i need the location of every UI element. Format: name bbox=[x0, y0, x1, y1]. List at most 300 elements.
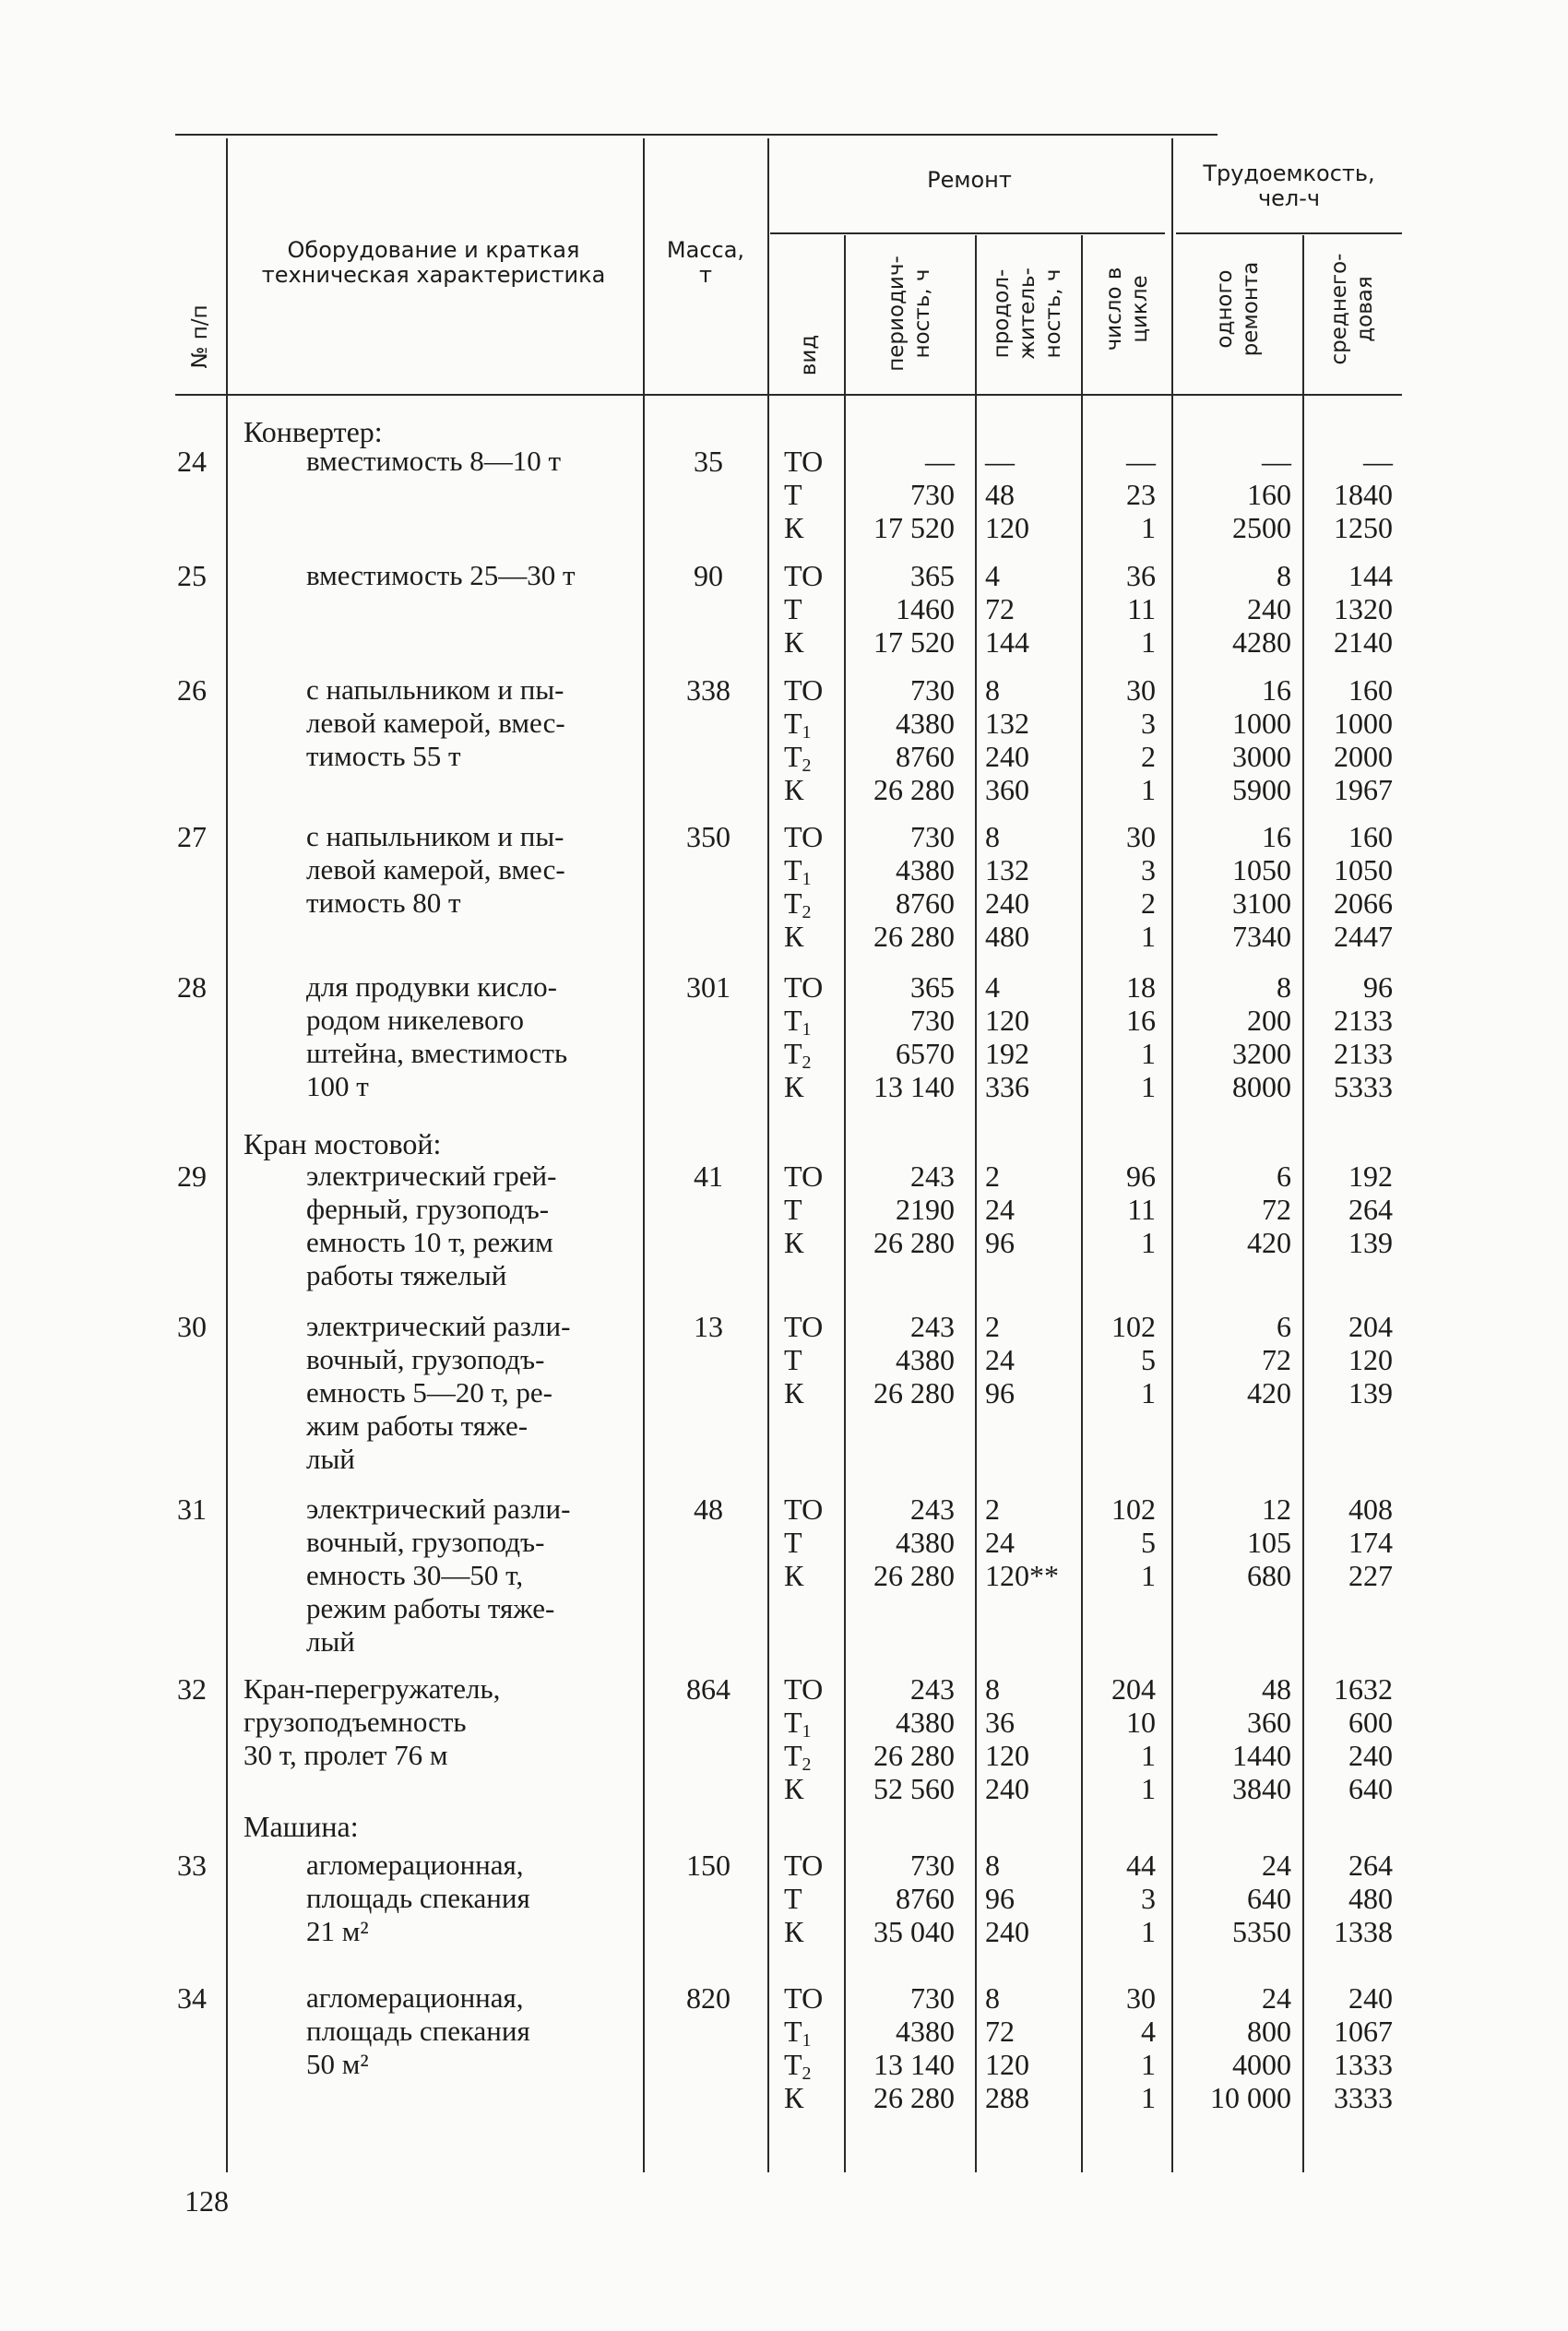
repair-kind-column bbox=[784, 1310, 839, 1409]
duration-value: 240 bbox=[985, 1772, 1029, 1805]
periodicity-value: 730 bbox=[910, 478, 955, 511]
row-mass: 150 bbox=[686, 1849, 731, 1882]
cycle-count-value-column bbox=[1087, 673, 1156, 806]
duration-value: 240 bbox=[985, 1915, 1029, 1948]
duration-value: 8 bbox=[985, 1981, 1000, 2015]
header-subrule-repair bbox=[770, 232, 1165, 234]
periodicity-value: — bbox=[925, 445, 955, 478]
labor-avg-value: 1967 bbox=[1334, 773, 1393, 806]
labor-one-value-column bbox=[1176, 1981, 1291, 2114]
labor-one-value: — bbox=[1262, 445, 1291, 478]
periodicity-value: 13 140 bbox=[873, 1070, 955, 1103]
cycle-count-value: 5 bbox=[1141, 1526, 1156, 1559]
periodicity-value: 17 520 bbox=[873, 511, 955, 544]
cycle-count-value: 1 bbox=[1141, 920, 1156, 953]
cycle-count-value: 3 bbox=[1141, 707, 1156, 740]
periodicity-value: 4380 bbox=[896, 853, 955, 886]
periodicity-value: 6570 bbox=[896, 1037, 955, 1070]
labor-one-value: 24 bbox=[1262, 1981, 1291, 2015]
periodicity-value: 26 280 bbox=[873, 1226, 955, 1259]
row-description: вместимость 25—30 т bbox=[306, 559, 576, 591]
repair-kind: ТО bbox=[784, 1672, 824, 1706]
header-repair: Ремонт bbox=[927, 167, 1012, 193]
section-machine: Машина: bbox=[244, 1810, 359, 1843]
duration-value: 96 bbox=[985, 1376, 1015, 1409]
labor-one-value: 7340 bbox=[1232, 920, 1291, 953]
duration-value: 240 bbox=[985, 886, 1029, 920]
periodicity-value: 26 280 bbox=[873, 920, 955, 953]
labor-one-value-column bbox=[1176, 1672, 1291, 1805]
periodicity-value: 8760 bbox=[896, 886, 955, 920]
periodicity-value: 8760 bbox=[896, 1882, 955, 1915]
labor-avg-value-column bbox=[1296, 559, 1393, 659]
labor-one-value: 420 bbox=[1247, 1376, 1291, 1409]
duration-value-column bbox=[985, 559, 1087, 659]
repair-kind-column bbox=[784, 1160, 839, 1259]
duration-value: 120 bbox=[985, 511, 1029, 544]
duration-value: 8 bbox=[985, 1849, 1000, 1882]
labor-one-value: 5900 bbox=[1232, 773, 1291, 806]
cycle-count-value: 36 bbox=[1126, 559, 1156, 592]
periodicity-value: 730 bbox=[910, 673, 955, 707]
labor-one-value: 640 bbox=[1247, 1882, 1291, 1915]
labor-one-value-column bbox=[1176, 673, 1291, 806]
labor-one-value: 3200 bbox=[1232, 1037, 1291, 1070]
labor-avg-value-column bbox=[1296, 820, 1393, 953]
periodicity-value: 730 bbox=[910, 820, 955, 853]
labor-one-value: 72 bbox=[1262, 1193, 1291, 1226]
repair-kind: К bbox=[784, 1070, 804, 1103]
labor-avg-value: 2140 bbox=[1334, 625, 1393, 659]
scanned-page: № п/п Оборудование и краткая техническая характеристика Масса, т Ремонт Трудоемкость, чел-ч вид периодич- ность, ч продол- житель- ность, ч число в цикле одного ремонта среднего- довая Конвертер: Кран мостовой: Машина: 24 вместимость 8—10 т 35 ТО Т К — 730 17 520 — 48 120 — 23 1 — 160 2500 — 1840 1250 25 вместимость 25—30 т 90 ТО Т К 365 1460 17 520 4 72 144 36 11 1 8 240 4280 144 1320 2140 26 с напыльником и пы- левой камерой, вмес- тимость 55 т 338 ТО $Т_1$ $Т_2$ К 730 4380 8760 26 280 8 132 240 360 30 3 2 1 16 1000 3000 5900 160 1000 2000 1967 27 с напыльником и пы- левой камерой, вмес- тимость 80 т 350 ТО $Т_1$ $Т_2$ К 730 4380 8760 26 280 8 132 240 480 30 3 2 1 16 1050 3100 7340 160 1050 2066 2447 28 для продувки кисло- родом никелевого штейна, вместимость 100 т 301 ТО $Т_1$ $Т_2$ К 365 730 6570 13 140 4 120 192 336 18 16 1 1 8 200 3200 8000 96 2133 2133 5333 29 электрический грей- ферный, грузоподъ- емность 10 т, режим работы тяжелый 41 ТО Т К 243 2190 26 280 2 24 96 96 11 1 6 72 420 192 264 139 30 электрический разли- вочный, грузоподъ- емность 5—20 т, ре- жим работы тяже- лый 13 ТО Т К 243 4380 26 280 2 24 96 102 5 1 6 72 420 204 120 139 31 электрический разли- вочный, грузоподъ- емность 30—50 т, режим работы тяже- лый 48 ТО Т К 243 4380 26 280 2 24 120** 102 5 1 12 105 680 408 174 227 32 Кран-перегружатель, грузоподъемность 30 т, пролет 76 м 864 ТО $Т_1$ $Т_2$ К 243 4380 26 280 52 560 8 36 120 240 204 10 1 1 48 360 1440 3840 1632 600 240 640 33 агломерационная, площадь спекания 21 м² 150 ТО Т К 730 8760 35 040 8 96 240 44 3 1 24 640 5350 264 480 1338 34 агломерационная, площадь спекания 50 м² 820 ТО $Т_1$ $Т_2$ К 730 4380 13 140 26 280 8 72 120 288 30 4 1 1 24 800 4000 10 000 240 1067 1333 3333 128 bbox=[0, 0, 1568, 2331]
row-number: 32 bbox=[177, 1672, 207, 1706]
labor-one-value: 5350 bbox=[1232, 1915, 1291, 1948]
repair-kind: $Т_2$ bbox=[784, 886, 812, 922]
duration-value-column bbox=[985, 445, 1087, 544]
row-description: с напыльником и пы- левой камерой, вмес- тимость 80 т bbox=[306, 820, 565, 919]
labor-one-value: 4280 bbox=[1232, 625, 1291, 659]
header-subrule-labor bbox=[1176, 232, 1402, 234]
header-equipment: Оборудование и краткая техническая характеристика bbox=[261, 237, 606, 288]
repair-kind: ТО bbox=[784, 1160, 824, 1193]
labor-avg-value: 264 bbox=[1348, 1849, 1393, 1882]
repair-kind-column bbox=[784, 673, 839, 806]
repair-kind: $Т_1$ bbox=[784, 853, 812, 889]
repair-kind-column bbox=[784, 1672, 839, 1805]
repair-kind: ТО bbox=[784, 1310, 824, 1343]
labor-avg-value: 240 bbox=[1348, 1981, 1393, 2015]
cycle-count-value: 1 bbox=[1141, 1915, 1156, 1948]
periodicity-value: 365 bbox=[910, 559, 955, 592]
col-rule-count bbox=[1171, 138, 1173, 2172]
labor-avg-value: 3333 bbox=[1334, 2081, 1393, 2114]
labor-avg-value: 139 bbox=[1348, 1376, 1393, 1409]
repair-kind: ТО bbox=[784, 1493, 824, 1526]
row-number: 34 bbox=[177, 1981, 207, 2015]
duration-value: 72 bbox=[985, 2015, 1015, 2048]
labor-avg-value: 160 bbox=[1348, 820, 1393, 853]
periodicity-value: 4380 bbox=[896, 2015, 955, 2048]
repair-kind: ТО bbox=[784, 445, 824, 478]
labor-one-value-column bbox=[1176, 1310, 1291, 1409]
repair-kind: К bbox=[784, 1559, 804, 1592]
duration-value: 72 bbox=[985, 592, 1015, 625]
labor-one-value: 3840 bbox=[1232, 1772, 1291, 1805]
repair-kind: Т bbox=[784, 1193, 802, 1226]
periodicity-value: 2190 bbox=[896, 1193, 955, 1226]
labor-one-value: 420 bbox=[1247, 1226, 1291, 1259]
repair-kind-column bbox=[784, 559, 839, 659]
labor-avg-value: 5333 bbox=[1334, 1070, 1393, 1103]
labor-avg-value: 2133 bbox=[1334, 1004, 1393, 1037]
col-rule-desc bbox=[643, 138, 645, 2172]
cycle-count-value-column bbox=[1087, 1310, 1156, 1409]
duration-value-column bbox=[985, 1981, 1087, 2114]
duration-value: 2 bbox=[985, 1160, 1000, 1193]
repair-kind: К bbox=[784, 1226, 804, 1259]
labor-one-value: 6 bbox=[1277, 1310, 1291, 1343]
section-crane: Кран мостовой: bbox=[244, 1127, 442, 1160]
repair-kind: Т bbox=[784, 1882, 802, 1915]
row-description: электрический разли- вочный, грузоподъ- емность 5—20 т, ре- жим работы тяже- лый bbox=[306, 1310, 571, 1475]
duration-value: 192 bbox=[985, 1037, 1029, 1070]
periodicity-value: 243 bbox=[910, 1160, 955, 1193]
cycle-count-value-column bbox=[1087, 1160, 1156, 1259]
cycle-count-value: 16 bbox=[1126, 1004, 1156, 1037]
cycle-count-value-column bbox=[1087, 1849, 1156, 1948]
labor-one-value-column bbox=[1176, 820, 1291, 953]
labor-avg-value: 96 bbox=[1363, 970, 1393, 1004]
labor-avg-value: 144 bbox=[1348, 559, 1393, 592]
top-rule bbox=[175, 134, 1218, 136]
periodicity-value-column bbox=[844, 1672, 955, 1805]
repair-kind: К bbox=[784, 773, 804, 806]
labor-avg-value: 240 bbox=[1348, 1739, 1393, 1772]
labor-one-value: 1000 bbox=[1232, 707, 1291, 740]
repair-kind: Т bbox=[784, 478, 802, 511]
repair-kind: Т bbox=[784, 1343, 802, 1376]
labor-one-value: 4000 bbox=[1232, 2048, 1291, 2081]
periodicity-value: 26 280 bbox=[873, 1739, 955, 1772]
duration-value: 8 bbox=[985, 673, 1000, 707]
repair-kind-column bbox=[784, 820, 839, 953]
periodicity-value: 4380 bbox=[896, 1706, 955, 1739]
labor-one-value: 6 bbox=[1277, 1160, 1291, 1193]
duration-value: 24 bbox=[985, 1343, 1015, 1376]
row-number: 26 bbox=[177, 673, 207, 707]
row-number: 24 bbox=[177, 445, 207, 478]
duration-value: 480 bbox=[985, 920, 1029, 953]
duration-value: 120** bbox=[985, 1559, 1059, 1592]
cycle-count-value-column bbox=[1087, 970, 1156, 1103]
labor-one-value: 800 bbox=[1247, 2015, 1291, 2048]
labor-avg-value-column bbox=[1296, 445, 1393, 544]
labor-avg-value: 640 bbox=[1348, 1772, 1393, 1805]
periodicity-value-column bbox=[844, 1493, 955, 1592]
labor-one-value: 2500 bbox=[1232, 511, 1291, 544]
labor-one-value: 160 bbox=[1247, 478, 1291, 511]
periodicity-value: 26 280 bbox=[873, 1376, 955, 1409]
page-number: 128 bbox=[184, 2184, 229, 2218]
duration-value-column bbox=[985, 1672, 1087, 1805]
repair-kind: К bbox=[784, 2081, 804, 2114]
cycle-count-value-column bbox=[1087, 1672, 1156, 1805]
cycle-count-value: 4 bbox=[1141, 2015, 1156, 2048]
labor-avg-value-column bbox=[1296, 1981, 1393, 2114]
labor-avg-value-column bbox=[1296, 970, 1393, 1103]
labor-avg-value: 264 bbox=[1348, 1193, 1393, 1226]
col-rule-periodicity bbox=[975, 235, 977, 2172]
row-mass: 350 bbox=[686, 820, 731, 853]
periodicity-value: 243 bbox=[910, 1672, 955, 1706]
duration-value: 120 bbox=[985, 1004, 1029, 1037]
duration-value: 96 bbox=[985, 1226, 1015, 1259]
cycle-count-value: 3 bbox=[1141, 1882, 1156, 1915]
labor-avg-value: 2000 bbox=[1334, 740, 1393, 773]
row-description: вместимость 8—10 т bbox=[306, 445, 562, 477]
row-mass: 301 bbox=[686, 970, 731, 1004]
periodicity-value: 26 280 bbox=[873, 2081, 955, 2114]
cycle-count-value: 30 bbox=[1126, 1981, 1156, 2015]
cycle-count-value: 1 bbox=[1141, 1070, 1156, 1103]
labor-one-value: 72 bbox=[1262, 1343, 1291, 1376]
duration-value-column bbox=[985, 1849, 1087, 1948]
labor-one-value: 10 000 bbox=[1210, 2081, 1291, 2114]
duration-value: 2 bbox=[985, 1310, 1000, 1343]
cycle-count-value-column bbox=[1087, 445, 1156, 544]
cycle-count-value: 30 bbox=[1126, 820, 1156, 853]
periodicity-value-column bbox=[844, 820, 955, 953]
repair-kind: ТО bbox=[784, 1981, 824, 2015]
cycle-count-value: 3 bbox=[1141, 853, 1156, 886]
repair-kind: Т bbox=[784, 592, 802, 625]
duration-value: 288 bbox=[985, 2081, 1029, 2114]
row-number: 29 bbox=[177, 1160, 207, 1193]
periodicity-value: 4380 bbox=[896, 1343, 955, 1376]
row-mass: 48 bbox=[694, 1493, 723, 1526]
labor-avg-value: 600 bbox=[1348, 1706, 1393, 1739]
header-labor: Трудоемкость, чел-ч bbox=[1203, 161, 1375, 211]
repair-kind: $Т_2$ bbox=[784, 1037, 812, 1073]
repair-kind: $Т_2$ bbox=[784, 2048, 812, 2084]
cycle-count-value: 10 bbox=[1126, 1706, 1156, 1739]
labor-avg-value: 1632 bbox=[1334, 1672, 1393, 1706]
cycle-count-value: 96 bbox=[1126, 1160, 1156, 1193]
labor-one-value: 8000 bbox=[1232, 1070, 1291, 1103]
periodicity-value: 730 bbox=[910, 1849, 955, 1882]
duration-value: 24 bbox=[985, 1526, 1015, 1559]
cycle-count-value: 1 bbox=[1141, 511, 1156, 544]
periodicity-value: 4380 bbox=[896, 1526, 955, 1559]
row-mass: 820 bbox=[686, 1981, 731, 2015]
cycle-count-value: 1 bbox=[1141, 1037, 1156, 1070]
labor-one-value: 680 bbox=[1247, 1559, 1291, 1592]
labor-avg-value: 1250 bbox=[1334, 511, 1393, 544]
labor-one-value-column bbox=[1176, 1849, 1291, 1948]
cycle-count-value: 1 bbox=[1141, 2048, 1156, 2081]
row-mass: 338 bbox=[686, 673, 731, 707]
labor-one-value: 24 bbox=[1262, 1849, 1291, 1882]
cycle-count-value: 1 bbox=[1141, 773, 1156, 806]
repair-kind: К bbox=[784, 1915, 804, 1948]
periodicity-value: 13 140 bbox=[873, 2048, 955, 2081]
cycle-count-value: 23 bbox=[1126, 478, 1156, 511]
header-mass: Масса, т bbox=[666, 237, 745, 288]
labor-one-value-column bbox=[1176, 1160, 1291, 1259]
labor-avg-value: 2066 bbox=[1334, 886, 1393, 920]
periodicity-value-column bbox=[844, 673, 955, 806]
labor-avg-value: 1333 bbox=[1334, 2048, 1393, 2081]
repair-kind: ТО bbox=[784, 673, 824, 707]
periodicity-value-column bbox=[844, 1981, 955, 2114]
duration-value: — bbox=[985, 445, 1015, 478]
row-description: агломерационная, площадь спекания 50 м² bbox=[306, 1981, 530, 2080]
labor-one-value: 3000 bbox=[1232, 740, 1291, 773]
labor-one-value: 240 bbox=[1247, 592, 1291, 625]
repair-kind: ТО bbox=[784, 559, 824, 592]
duration-value: 8 bbox=[985, 1672, 1000, 1706]
repair-kind: ТО bbox=[784, 970, 824, 1004]
duration-value: 132 bbox=[985, 707, 1029, 740]
labor-one-value: 1440 bbox=[1232, 1739, 1291, 1772]
duration-value-column bbox=[985, 1160, 1087, 1259]
labor-avg-value: 120 bbox=[1348, 1343, 1393, 1376]
duration-value: 96 bbox=[985, 1882, 1015, 1915]
labor-avg-value: 408 bbox=[1348, 1493, 1393, 1526]
periodicity-value: 52 560 bbox=[873, 1772, 955, 1805]
periodicity-value-column bbox=[844, 1160, 955, 1259]
duration-value: 8 bbox=[985, 820, 1000, 853]
duration-value: 36 bbox=[985, 1706, 1015, 1739]
duration-value: 360 bbox=[985, 773, 1029, 806]
duration-value: 48 bbox=[985, 478, 1015, 511]
cycle-count-value: 1 bbox=[1141, 1772, 1156, 1805]
labor-one-value: 3100 bbox=[1232, 886, 1291, 920]
row-number: 25 bbox=[177, 559, 207, 592]
labor-one-value-column bbox=[1176, 445, 1291, 544]
row-number: 27 bbox=[177, 820, 207, 853]
row-number: 30 bbox=[177, 1310, 207, 1343]
periodicity-value: 730 bbox=[910, 1004, 955, 1037]
row-mass: 41 bbox=[694, 1160, 723, 1193]
cycle-count-value: 44 bbox=[1126, 1849, 1156, 1882]
labor-avg-value-column bbox=[1296, 1672, 1393, 1805]
row-number: 33 bbox=[177, 1849, 207, 1882]
row-description: электрический разли- вочный, грузоподъ- емность 30—50 т, режим работы тяже- лый bbox=[306, 1493, 571, 1658]
repair-kind: $Т_1$ bbox=[784, 2015, 812, 2051]
cycle-count-value: 1 bbox=[1141, 2081, 1156, 2114]
cycle-count-value-column bbox=[1087, 1493, 1156, 1592]
repair-kind-column bbox=[784, 1981, 839, 2114]
labor-avg-value: 174 bbox=[1348, 1526, 1393, 1559]
labor-avg-value: 480 bbox=[1348, 1882, 1393, 1915]
repair-kind: К bbox=[784, 1772, 804, 1805]
repair-kind-column bbox=[784, 445, 839, 544]
duration-value: 2 bbox=[985, 1493, 1000, 1526]
row-mass: 35 bbox=[694, 445, 723, 478]
row-description: электрический грей- ферный, грузоподъ- емность 10 т, режим работы тяжелый bbox=[306, 1160, 557, 1291]
periodicity-value: 17 520 bbox=[873, 625, 955, 659]
repair-kind: ТО bbox=[784, 1849, 824, 1882]
periodicity-value-column bbox=[844, 559, 955, 659]
labor-one-value: 200 bbox=[1247, 1004, 1291, 1037]
row-number: 31 bbox=[177, 1493, 207, 1526]
duration-value: 4 bbox=[985, 970, 1000, 1004]
periodicity-value: 730 bbox=[910, 1981, 955, 2015]
repair-kind: $Т_2$ bbox=[784, 1739, 812, 1775]
cycle-count-value: 1 bbox=[1141, 625, 1156, 659]
duration-value-column bbox=[985, 820, 1087, 953]
periodicity-value: 243 bbox=[910, 1310, 955, 1343]
duration-value: 120 bbox=[985, 1739, 1029, 1772]
labor-one-value-column bbox=[1176, 970, 1291, 1103]
repair-kind: $Т_1$ bbox=[784, 1004, 812, 1040]
cycle-count-value: 11 bbox=[1127, 1193, 1156, 1226]
labor-avg-value-column bbox=[1296, 1310, 1393, 1409]
labor-avg-value: 1000 bbox=[1334, 707, 1393, 740]
periodicity-value: 1460 bbox=[896, 592, 955, 625]
periodicity-value: 26 280 bbox=[873, 1559, 955, 1592]
periodicity-value: 26 280 bbox=[873, 773, 955, 806]
labor-avg-value: 160 bbox=[1348, 673, 1393, 707]
cycle-count-value: 5 bbox=[1141, 1343, 1156, 1376]
labor-avg-value: 2447 bbox=[1334, 920, 1393, 953]
labor-avg-value: 2133 bbox=[1334, 1037, 1393, 1070]
labor-avg-value: 1067 bbox=[1334, 2015, 1393, 2048]
cycle-count-value: 2 bbox=[1141, 740, 1156, 773]
labor-one-value: 8 bbox=[1277, 559, 1291, 592]
cycle-count-value: 2 bbox=[1141, 886, 1156, 920]
labor-one-value: 105 bbox=[1247, 1526, 1291, 1559]
cycle-count-value: 204 bbox=[1111, 1672, 1156, 1706]
duration-value-column bbox=[985, 1310, 1087, 1409]
periodicity-value: 243 bbox=[910, 1493, 955, 1526]
duration-value: 144 bbox=[985, 625, 1029, 659]
duration-value: 120 bbox=[985, 2048, 1029, 2081]
duration-value: 4 bbox=[985, 559, 1000, 592]
cycle-count-value: 1 bbox=[1141, 1739, 1156, 1772]
repair-kind: $Т_1$ bbox=[784, 707, 812, 743]
cycle-count-value: 18 bbox=[1126, 970, 1156, 1004]
labor-avg-value-column bbox=[1296, 1493, 1393, 1592]
labor-one-value: 8 bbox=[1277, 970, 1291, 1004]
labor-one-value: 1050 bbox=[1232, 853, 1291, 886]
row-mass: 864 bbox=[686, 1672, 731, 1706]
labor-one-value-column bbox=[1176, 1493, 1291, 1592]
cycle-count-value: 1 bbox=[1141, 1559, 1156, 1592]
labor-avg-value: 192 bbox=[1348, 1160, 1393, 1193]
labor-one-value: 360 bbox=[1247, 1706, 1291, 1739]
cycle-count-value: 1 bbox=[1141, 1376, 1156, 1409]
cycle-count-value: 11 bbox=[1127, 592, 1156, 625]
repair-kind-column bbox=[784, 1849, 839, 1948]
repair-kind: К bbox=[784, 920, 804, 953]
duration-value: 240 bbox=[985, 740, 1029, 773]
repair-kind: $Т_1$ bbox=[784, 1706, 812, 1742]
repair-kind: К bbox=[784, 511, 804, 544]
repair-kind-column bbox=[784, 970, 839, 1103]
labor-avg-value: 1050 bbox=[1334, 853, 1393, 886]
periodicity-value: 35 040 bbox=[873, 1915, 955, 1948]
repair-kind: К bbox=[784, 625, 804, 659]
repair-kind: $Т_2$ bbox=[784, 740, 812, 776]
duration-value-column bbox=[985, 1493, 1087, 1592]
header-bottom-rule bbox=[175, 394, 1402, 396]
labor-one-value-column bbox=[1176, 559, 1291, 659]
duration-value: 336 bbox=[985, 1070, 1029, 1103]
row-description: агломерационная, площадь спекания 21 м² bbox=[306, 1849, 530, 1947]
cycle-count-value: 30 bbox=[1126, 673, 1156, 707]
